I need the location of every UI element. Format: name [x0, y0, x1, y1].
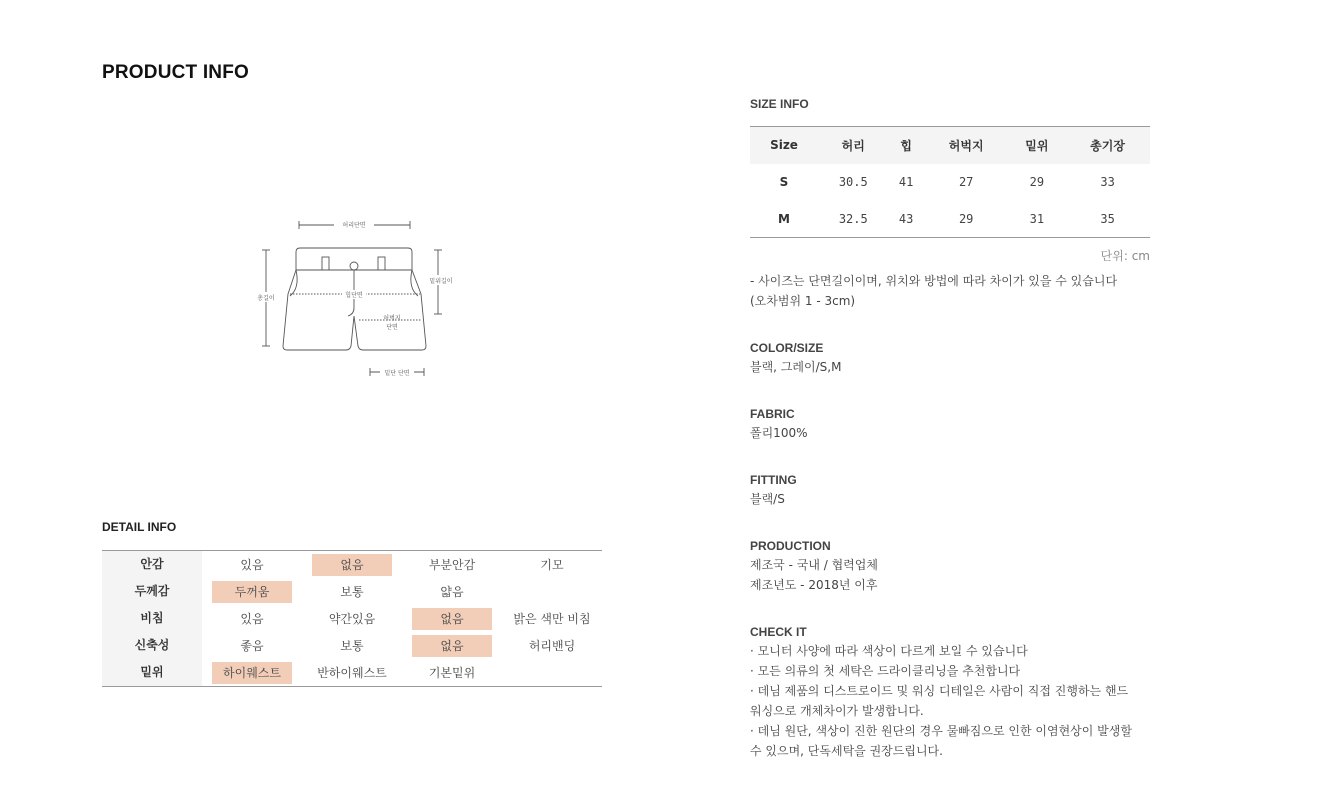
production-line: 제조국 - 국내 / 협력업체: [750, 558, 878, 572]
detail-option-selected: 없음: [312, 554, 392, 576]
size-cell: 29: [958, 211, 974, 226]
size-cell: 35: [1100, 211, 1115, 226]
production-section: [750, 539, 1150, 595]
detail-option-selected: 하이웨스트: [212, 662, 292, 684]
detail-option: 좋음: [240, 638, 264, 653]
size-info-title: SIZE INFO: [750, 97, 809, 111]
size-cell: 43: [898, 211, 914, 226]
size-cell: 31: [1029, 211, 1045, 226]
fitting-title: FITTING: [750, 473, 797, 487]
size-header-cell: 허리: [818, 127, 889, 164]
detail-row-lining: [102, 551, 602, 578]
fabric-value: 폴리100%: [750, 426, 808, 440]
detail-option: 밝은 색만 비침: [513, 611, 591, 626]
production-line: 제조년도 - 2018년 이후: [750, 578, 878, 592]
shorts-diagram-svg: [250, 212, 470, 387]
size-table-header: [750, 127, 1150, 164]
detail-row-label: 비침: [102, 605, 202, 632]
detail-option: 반하이웨스트: [317, 665, 387, 680]
size-cell: 33: [1100, 175, 1115, 189]
production-title: PRODUCTION: [750, 539, 831, 553]
detail-option: 보통: [340, 584, 364, 599]
check-it-line: · 데님 원단, 색상이 진한 원단의 경우 물빠짐으로 인한 이염현상이 발생할: [750, 724, 1132, 738]
detail-option: 있음: [240, 557, 264, 572]
hip-label: 힙단면: [345, 292, 363, 299]
shorts-measurement-diagram: [250, 212, 470, 387]
detail-option: 있음: [240, 611, 264, 626]
size-cell: M: [778, 211, 790, 226]
size-cell: 41: [898, 175, 914, 189]
size-note: [750, 271, 1150, 311]
info-column: [750, 97, 1150, 761]
size-table: [750, 126, 1150, 238]
check-it-line: · 데님 제품의 디스트로이드 및 워싱 디테일은 사람이 직접 진행하는 핸드: [750, 684, 1129, 698]
detail-option-selected: 두꺼움: [212, 581, 292, 603]
detail-row-thickness: [102, 578, 602, 605]
color-size-value: 블랙, 그레이/S,M: [750, 360, 842, 374]
detail-row-label: 안감: [102, 551, 202, 578]
total-length-label: 총길이: [257, 295, 275, 302]
size-note-line: - 사이즈는 단면길이이며, 위치와 방법에 따라 차이가 있을 수 있습니다: [750, 274, 1118, 288]
detail-row-label: 신축성: [102, 632, 202, 659]
size-cell: 30.5: [838, 175, 868, 189]
detail-option: 허리밴딩: [528, 638, 576, 653]
detail-row-sheerness: [102, 605, 602, 632]
detail-option-selected: 없음: [412, 608, 492, 630]
check-it-line: 수 있으며, 단독세탁을 권장드립니다.: [750, 744, 943, 758]
color-size-title: COLOR/SIZE: [750, 341, 824, 355]
hem-label: 밑단 단면: [384, 370, 410, 377]
detail-info-title: DETAIL INFO: [102, 520, 177, 534]
size-header-cell: 힙: [889, 127, 924, 164]
size-cell: 32.5: [838, 211, 868, 226]
detail-option: [512, 581, 592, 603]
fitting-section: [750, 473, 1150, 509]
detail-row-label: 두께감: [102, 578, 202, 605]
check-it-line: · 모니터 사양에 따라 색상이 다르게 보일 수 있습니다: [750, 644, 1028, 658]
fabric-section: [750, 407, 1150, 443]
size-note-line: (오차범위 1 - 3cm): [750, 294, 856, 308]
fitting-value: 블랙/S: [750, 492, 785, 506]
thigh-label-2: 단면: [386, 324, 398, 331]
detail-row-label: 밑위: [102, 659, 202, 686]
size-header-cell: 허벅지: [924, 127, 1009, 164]
thigh-label: 허벅지: [383, 315, 401, 322]
size-table-row: [750, 201, 1150, 238]
detail-option: [512, 662, 592, 684]
detail-option: 얇음: [440, 584, 464, 599]
check-it-line: · 모든 의류의 첫 세탁은 드라이클리닝을 추천합니다: [750, 664, 1021, 678]
detail-row-rise: [102, 659, 602, 686]
fabric-title: FABRIC: [750, 407, 795, 421]
size-header-cell: 총기장: [1065, 127, 1150, 164]
size-unit: 단위: cm: [1100, 249, 1150, 263]
check-it-line: 워싱으로 개체차이가 발생합니다.: [750, 704, 924, 718]
size-cell: 27: [958, 175, 974, 189]
detail-option: 기본밑위: [428, 665, 476, 680]
detail-row-stretch: [102, 632, 602, 659]
detail-option: 보통: [340, 638, 364, 653]
size-cell: 29: [1029, 175, 1045, 189]
detail-option: 약간있음: [328, 611, 376, 626]
page-title: PRODUCT INFO: [102, 62, 250, 83]
size-cell: S: [779, 175, 789, 189]
size-table-row: [750, 164, 1150, 201]
detail-option: 부분안감: [428, 557, 476, 572]
color-size-section: [750, 341, 1150, 377]
size-header-cell: Size: [750, 127, 818, 164]
detail-info-table: [102, 550, 602, 687]
check-it-section: [750, 625, 1150, 761]
check-it-title: CHECK IT: [750, 625, 807, 639]
waist-label: 허리단면: [342, 222, 366, 229]
detail-option: 기모: [540, 557, 564, 572]
detail-option-selected: 없음: [412, 635, 492, 657]
size-header-cell: 밑위: [1009, 127, 1066, 164]
rise-label: 밑위길이: [429, 278, 453, 285]
